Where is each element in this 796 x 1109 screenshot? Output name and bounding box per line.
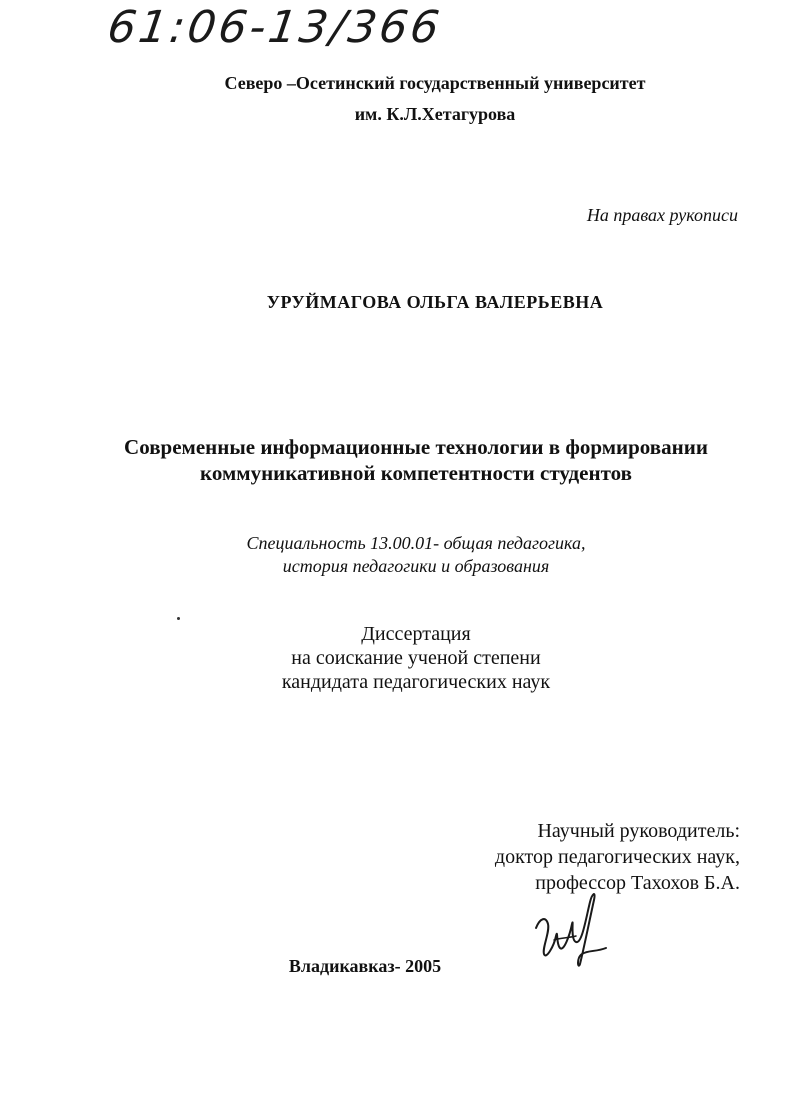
supervisor-line-3: профессор Тахохов Б.А. xyxy=(535,872,740,894)
dissertation-line-3: кандидата педагогических наук xyxy=(281,671,551,693)
dissertation-line-2: на соискание ученой степени xyxy=(291,647,541,669)
city-and-year: Владикавказ- 2005 xyxy=(288,956,442,976)
specialty-line-1: Специальность 13.00.01- общая педагогика, xyxy=(246,533,586,553)
specialty-line-2: история педагогики и образования xyxy=(282,556,550,576)
university-name: Северо –Осетинский государственный университет xyxy=(224,73,646,93)
title-line-1: Современные информационные технологии в формировании xyxy=(124,435,708,459)
author-name: УРУЙМАГОВА ОЛЬГА ВАЛЕРЬЕВНА xyxy=(266,292,604,312)
stray-dot xyxy=(177,617,180,620)
title-line-2: коммуникативной компетентности студентов xyxy=(200,461,632,485)
dissertation-title xyxy=(90,434,742,486)
specialty xyxy=(150,532,682,578)
supervisor-line-1: Научный руководитель: xyxy=(537,820,740,842)
dissertation-line-1: Диссертация xyxy=(361,623,471,645)
scientific-supervisor xyxy=(495,818,740,896)
manuscript-rights-note: На правах рукописи xyxy=(586,205,738,225)
handwritten-archive-code: 61:06-13/366 xyxy=(104,2,446,53)
supervisor-line-2: доктор педагогических наук, xyxy=(494,846,740,868)
dissertation-degree xyxy=(190,622,642,694)
university-named-after: им. К.Л.Хетагурова xyxy=(354,104,516,124)
